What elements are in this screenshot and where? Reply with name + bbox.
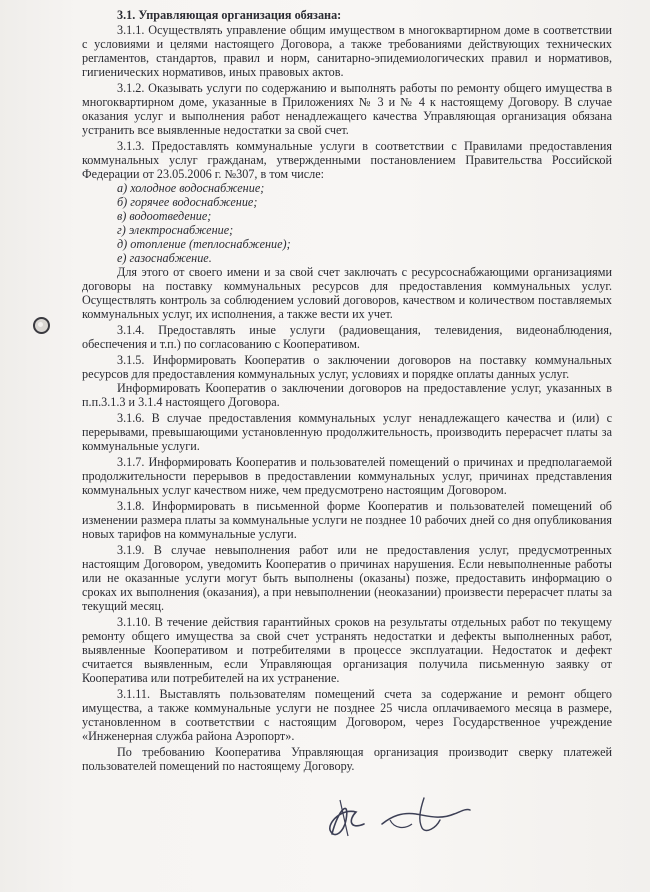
clause-3-1-1: 3.1.1. Осуществлять управление общим имуществом в многоквартирном доме в соответствии с условиями и целями настоящего Договора, а также требованиями действующих технических регламентов, стандартов, правил и норм, санитарно-эпидемиологических правил и нормативов, гигиенических нормативов, иных правовых актов. (82, 23, 612, 79)
clause-3-1-5: 3.1.5. Информировать Кооператив о заключении договоров на поставку коммунальных ресурсов для предоставления коммунальных услуг, условиях и порядке оплаты данных услуг. (82, 353, 612, 381)
list-item: в) водоотведение; (117, 209, 212, 223)
list-item: а) холодное водоснабжение; (117, 181, 265, 195)
section-heading: 3.1. Управляющая организация обязана: (117, 8, 342, 22)
list-item: б) горячее водоснабжение; (117, 195, 258, 209)
clause-3-1-9: 3.1.9. В случае невыполнения работ или не предоставления услуг, предусмотренных настоящим Договором, уведомить Кооператив о причинах нарушения. Если невыполненные работы или не оказанные услуги могут быть выполнены (оказаны) позже, предоставить информацию о сроках их выполнения (оказания), а при невыполнении (неоказании) произвести перерасчет платы за текущий месяц. (82, 543, 612, 613)
clause-3-1-6: 3.1.6. В случае предоставления коммунальных услуг ненадлежащего качества и (или) с перерывами, превышающими установленную продолжительность, производить перерасчет платы за коммунальные услуги. (82, 411, 612, 453)
clause-3-1-4: 3.1.4. Предоставлять иные услуги (радиовещания, телевидения, видеонаблюдения, обеспечения и т.п.) по согласованию с Кооперативом. (82, 323, 612, 351)
document-body (82, 8, 612, 775)
clause-3-1-8: 3.1.8. Информировать в письменной форме Кооператив и пользователей помещений об изменении размера платы за коммунальные услуги не позднее 10 рабочих дней со дня опубликования новых тарифов на коммунальные услуги. (82, 499, 612, 541)
clause-3-1-10: 3.1.10. В течение действия гарантийных сроков на результаты отдельных работ по текущему ремонту общего имущества за свой счет устранять недостатки и дефекты выполненных работ, выявленные Кооперативом и потребителями в процессе эксплуатации. Недостаток и дефект считается выявленным, если Управляющая организация получила письменную заявку от Кооператива или потребителей на их устранение. (82, 615, 612, 685)
clause-3-1-11: 3.1.11. Выставлять пользователям помещений счета за содержание и ремонт общего имущества, а также коммунальные услуги не позднее 25 числа оплачиваемого месяца в размере, установленном в соответствии с настоящим Договором, через Государственное учреждение «Инженерная служба района Аэропорт». (82, 687, 612, 743)
binder-ring-icon (33, 317, 50, 334)
reconciliation-paragraph: По требованию Кооператива Управляющая организация производит сверку платежей пользователей помещений по настоящему Договору. (82, 745, 612, 773)
clause-3-1-7: 3.1.7. Информировать Кооператив и пользователей помещений о причинах и предполагаемой продолжительности перерывов в предоставлении коммунальных услуг, причинах представления коммунальных услуг качеством ниже, чем предусмотрено настоящим Договором. (82, 455, 612, 497)
signature-icon (320, 790, 490, 850)
handwritten-signatures (320, 790, 490, 850)
clause-3-1-5-continued: Информировать Кооператив о заключении договоров на предоставление услуг, указанных в п.п.3.1.3 и 3.1.4 настоящего Договора. (82, 381, 612, 409)
list-item: г) электроснабжение; (117, 223, 234, 237)
list-item: е) газоснабжение. (117, 251, 212, 265)
resource-contracts-paragraph: Для этого от своего имени и за свой счет заключать с ресурсоснабжающими организациями договоры на поставку коммунальных ресурсов для предоставления коммунальных услуг. Осуществлять контроль за соблюдением условий договоров, качеством и количеством поставляемых коммунальных услуг, их исполнения, а также вести их учет. (82, 265, 612, 321)
clause-3-1-2: 3.1.2. Оказывать услуги по содержанию и выполнять работы по ремонту общего имущества в многоквартирном доме, указанные в Приложениях № 3 и № 4 к настоящему Договору. В случае оказания услуг и выполнения работ ненадлежащего качества Управляющая организация обязана устранить все выявленные недостатки за свой счет. (82, 81, 612, 137)
list-item: д) отопление (теплоснабжение); (117, 237, 291, 251)
clause-3-1-3: 3.1.3. Предоставлять коммунальные услуги в соответствии с Правилами предоставления коммунальных услуг гражданам, утвержденными постановлением Правительства Российской Федерации от 23.05.2006 г. №307, в том числе: (82, 139, 612, 181)
